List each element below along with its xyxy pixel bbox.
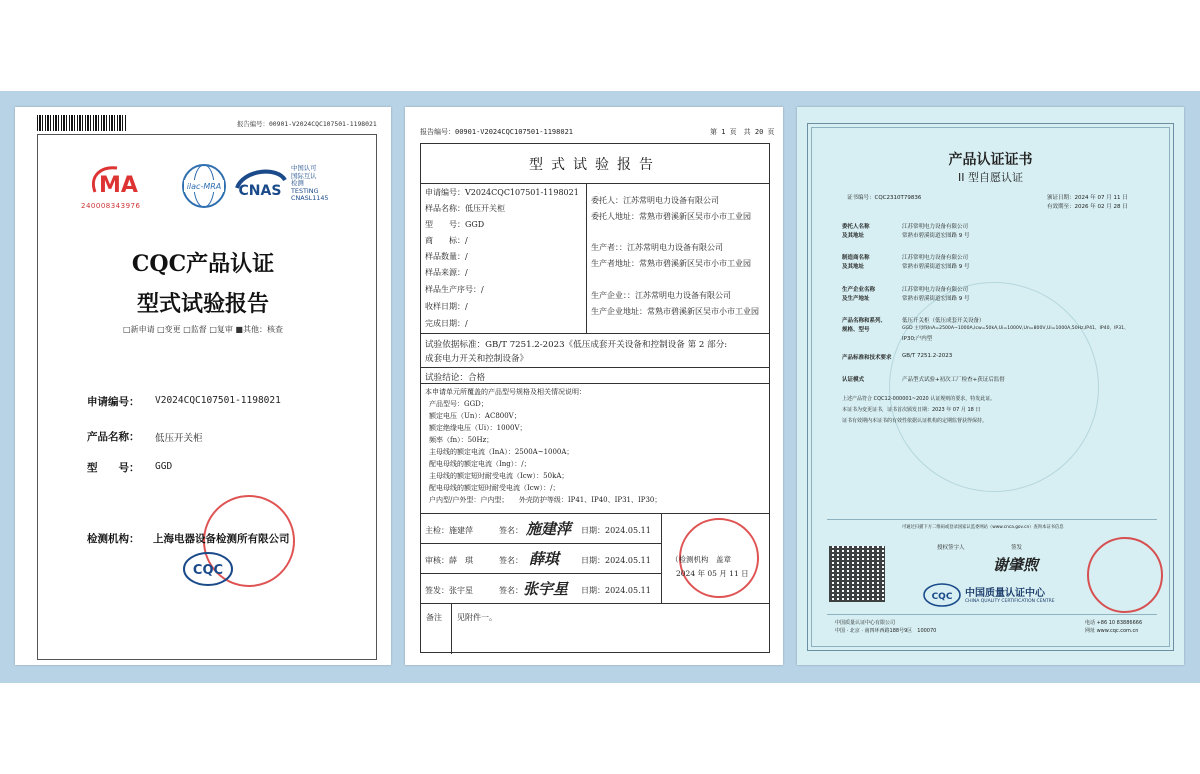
- info-field: 生产者地址：常熟市碧溪新区吴市小市工业园: [591, 259, 751, 268]
- signer-sign-label: 签名：: [499, 526, 523, 535]
- table-row: [421, 144, 769, 184]
- signer-label: 签发: [1011, 545, 1023, 551]
- table-row: [421, 604, 769, 654]
- globe-watermark-icon: [889, 282, 1099, 492]
- red-seal-stamp: [1087, 537, 1163, 613]
- remark-value: 见附件一。: [457, 613, 497, 622]
- verify-note: 可通过扫描下方二维码或登录国家认监委网站（www.cnca.gov.cn）查询本证书信息: [902, 525, 1064, 530]
- cover-title-line2: 型式试验报告: [136, 291, 269, 317]
- test-basis: 试验依据标准：GB/T 7251.2-2023《低压成套开关设备和控制设备 第 2 部分:: [425, 340, 728, 350]
- cert-field-value: 低压开关柜（低压成套开关设备）: [902, 318, 985, 324]
- ilac-mra-logo-icon: [180, 162, 228, 210]
- cert-field-label: 规格、型号: [842, 327, 870, 333]
- cert-field-value: 江苏常明电力设备有限公司: [902, 224, 969, 230]
- cert-field-label: 产品标准和技术要求: [842, 355, 892, 361]
- table-row: [421, 514, 769, 604]
- barcode-icon: [37, 115, 127, 131]
- test-conclusion: 试验结论：合格: [425, 373, 486, 383]
- agency-value: 上海电器设备检测所有限公司: [153, 533, 290, 545]
- spec-line: 产品型号：GGD；: [429, 400, 488, 408]
- signer-date: 日期：2024.05.11: [581, 586, 651, 595]
- cert-field-label: 委托人名称: [842, 224, 870, 230]
- cert-field-label: 制造商名称: [842, 255, 870, 261]
- cert-field-label: 及生产地址: [842, 296, 870, 302]
- remark-label: 备注: [426, 613, 442, 622]
- svg-text:MA: MA: [99, 173, 138, 198]
- info-field: 样品来源：/: [425, 268, 468, 277]
- handwritten-signature: 薛琪: [529, 550, 560, 568]
- cert-field-label: 产品名称和系列、: [842, 318, 887, 324]
- spec-line: 额定绝缘电压（Ui）：1000V；: [429, 424, 527, 432]
- field-value: V2024CQC107501-1198021: [155, 395, 281, 406]
- report-title: 型式试验报告: [529, 157, 661, 173]
- field-label: 型 号：: [87, 462, 140, 474]
- cert-note: 本证书为变更证书，证书首次颁发日期：2023 年 07 月 18 日: [842, 407, 981, 413]
- spec-line: 配电母线的额定电流（Ing）：/；: [429, 460, 531, 468]
- info-field: 样品生产序号：/: [425, 285, 484, 294]
- qr-code-icon: [829, 546, 885, 602]
- type-test-report-page: [405, 107, 783, 665]
- test-basis: 成套电力开关和控制设备》: [425, 354, 529, 364]
- info-field: 型 号：GGD: [425, 220, 485, 229]
- svg-text:CQC: CQC: [931, 592, 953, 602]
- signer-role: 签发：张宇星: [425, 586, 473, 595]
- cert-note: 证书有效期内本证书的有效性依据认证机构的定期监督获得保持。: [842, 418, 988, 424]
- cert-field-value: 常熟市碧溪街道宏图路 9 号: [902, 264, 970, 270]
- info-field: 收样日期：/: [425, 302, 468, 311]
- info-field: 生产企业地址：常熟市碧溪新区吴市小市工业园: [591, 307, 759, 316]
- table-row: [421, 384, 769, 514]
- info-field: 生产者：：江苏常明电力设备有限公司: [591, 243, 723, 252]
- field-label: 申请编号：: [87, 396, 140, 408]
- certificate-subtitle: II 型自愿认证: [958, 171, 1023, 184]
- spec-line: 配电母线的额定短时耐受电流（Icw）：/；: [429, 484, 560, 492]
- table-row: [421, 184, 769, 334]
- spec-line: 主母线的额定电流（InA）：2500A~1000A；: [429, 448, 574, 456]
- info-field: 委托人地址：常熟市碧溪新区吴市小市工业园: [591, 212, 751, 221]
- spec-line: 户内型/户外型：户内型； 外壳防护等级：IP41、IP40、IP31、IP30；: [429, 496, 662, 504]
- org-name-english: CHINA QUALITY CERTIFICATION CENTRE: [965, 599, 1055, 604]
- handwritten-signature: 谢肇煦: [993, 556, 1039, 574]
- spec-line: 额定电压（Un）：AC800V；: [429, 412, 521, 420]
- signer-role: 审核：薛 琪: [425, 556, 473, 565]
- cert-field-label: 生产企业名称: [842, 287, 876, 293]
- seal-date: 2024 年 05 月 11 日: [676, 569, 749, 578]
- signer-role: 主检：施建萍: [425, 526, 473, 535]
- spec-line: 主母线的额定短时耐受电流（Icw）：50kA；: [429, 472, 569, 480]
- expire-date: 有效期至：2026 年 02 月 28 日: [1047, 204, 1128, 210]
- cover-page-report: [15, 107, 391, 665]
- cert-field-label: 及其地址: [842, 233, 865, 239]
- cert-note: 上述产品符合 CQC12-000001~2020 认证规则的要求，特发此证。: [842, 396, 996, 402]
- info-field: 样品数量：/: [425, 252, 468, 261]
- info-field: 委托人：江苏常明电力设备有限公司: [591, 196, 719, 205]
- table-row: [421, 368, 769, 384]
- handwritten-signature: 施建萍: [526, 520, 572, 538]
- agency-label: 检测机构：: [87, 533, 140, 545]
- signer-date: 日期：2024.05.11: [581, 526, 651, 535]
- handwritten-signature: 张宇星: [523, 580, 569, 598]
- cert-field-label: 及其地址: [842, 264, 865, 270]
- product-certificate: [797, 107, 1184, 665]
- footer-address: 中国 · 北京 · 南四环西路188号9区 100070: [835, 628, 937, 634]
- cqc-logo-icon: [181, 549, 235, 589]
- spec-line: 本申请单元所覆盖的产品型号规格及相关情况说明：: [425, 388, 586, 396]
- footer-website: 网址 www.cqc.com.cn: [1085, 628, 1139, 634]
- field-label: 产品名称：: [87, 431, 140, 443]
- cert-field-value: IP30;户内型: [902, 336, 933, 342]
- org-name: 中国质量认证中心: [965, 588, 1045, 599]
- footer-company: 中国质量认证中心有限公司: [835, 620, 896, 626]
- signer-label: 授权签字人: [937, 545, 965, 551]
- report-number: 报告编号：00901-V2024CQC107501-1198021: [420, 128, 574, 136]
- seal-note: （检测机构 盖章: [671, 555, 731, 564]
- cert-field-value: GB/T 7251.2-2023: [902, 353, 953, 359]
- info-field: 样品名称：低压开关柜: [425, 204, 505, 213]
- info-field: 商 标：/: [425, 236, 468, 245]
- page-indicator: 第 1 页 共 20 页: [710, 128, 775, 136]
- field-value: 低压开关柜: [155, 433, 203, 444]
- cover-title-line1: CQC产品认证: [131, 251, 275, 277]
- cert-field-label: 认证模式: [842, 377, 865, 383]
- footer-phone: 电话 +86 10 83886666: [1085, 620, 1143, 626]
- cert-field-value: 常熟市碧溪街道宏图路 9 号: [902, 233, 970, 239]
- cnas-logo-icon: [233, 164, 287, 206]
- issue-date: 颁证日期：2024 年 07 月 11 日: [1047, 195, 1128, 201]
- signer-date: 日期：2024.05.11: [581, 556, 651, 565]
- info-field: 生产企业：：江苏常明电力设备有限公司: [591, 291, 731, 300]
- info-field: 完成日期：/: [425, 319, 468, 328]
- cert-field-value: 江苏常明电力设备有限公司: [902, 287, 969, 293]
- cnas-caption: 中国认可 国际互认 检测 TESTING CNASL1145: [291, 164, 329, 203]
- signer-sign-label: 签名：: [499, 586, 523, 595]
- svg-text:CQC: CQC: [192, 563, 224, 578]
- svg-text:ilac-MRA: ilac-MRA: [186, 182, 222, 191]
- cma-logo-icon: [87, 162, 149, 202]
- cert-field-value: GGD 主母线InA=2500A~1000A,Icw=50kA,Ui=1000V,Un=800V,Ui=1000A,50Hz,IP41、IP40、IP31、: [902, 326, 1129, 331]
- cert-field-value: 常熟市碧溪街道宏图路 9 号: [902, 296, 970, 302]
- cqc-logo-icon: [922, 582, 962, 608]
- certificate-title: 产品认证证书: [948, 152, 1033, 168]
- report-table: [420, 143, 770, 653]
- cma-code: 240008343976: [81, 202, 141, 210]
- field-value: GGD: [155, 461, 173, 472]
- spec-line: 频率（fn）：50Hz；: [429, 436, 494, 444]
- report-number: 报告编号：00901-V2024CQC107501-1198021: [237, 120, 377, 128]
- info-field: 申请编号：V2024CQC107501-1198021: [425, 188, 579, 197]
- cert-field-value: 江苏常明电力设备有限公司: [902, 255, 969, 261]
- table-row: [421, 334, 769, 368]
- certificate-number: 证书编号：CQC2310T79836: [847, 195, 922, 201]
- svg-text:CNAS: CNAS: [238, 183, 282, 199]
- signer-sign-label: 签名：: [499, 556, 523, 565]
- report-type-checkboxes: □新申请 □变更 □监督 □复审 ■其他：核查: [123, 325, 283, 334]
- cert-field-value: 产品型式试验+初次工厂检查+获证后监督: [902, 377, 1005, 383]
